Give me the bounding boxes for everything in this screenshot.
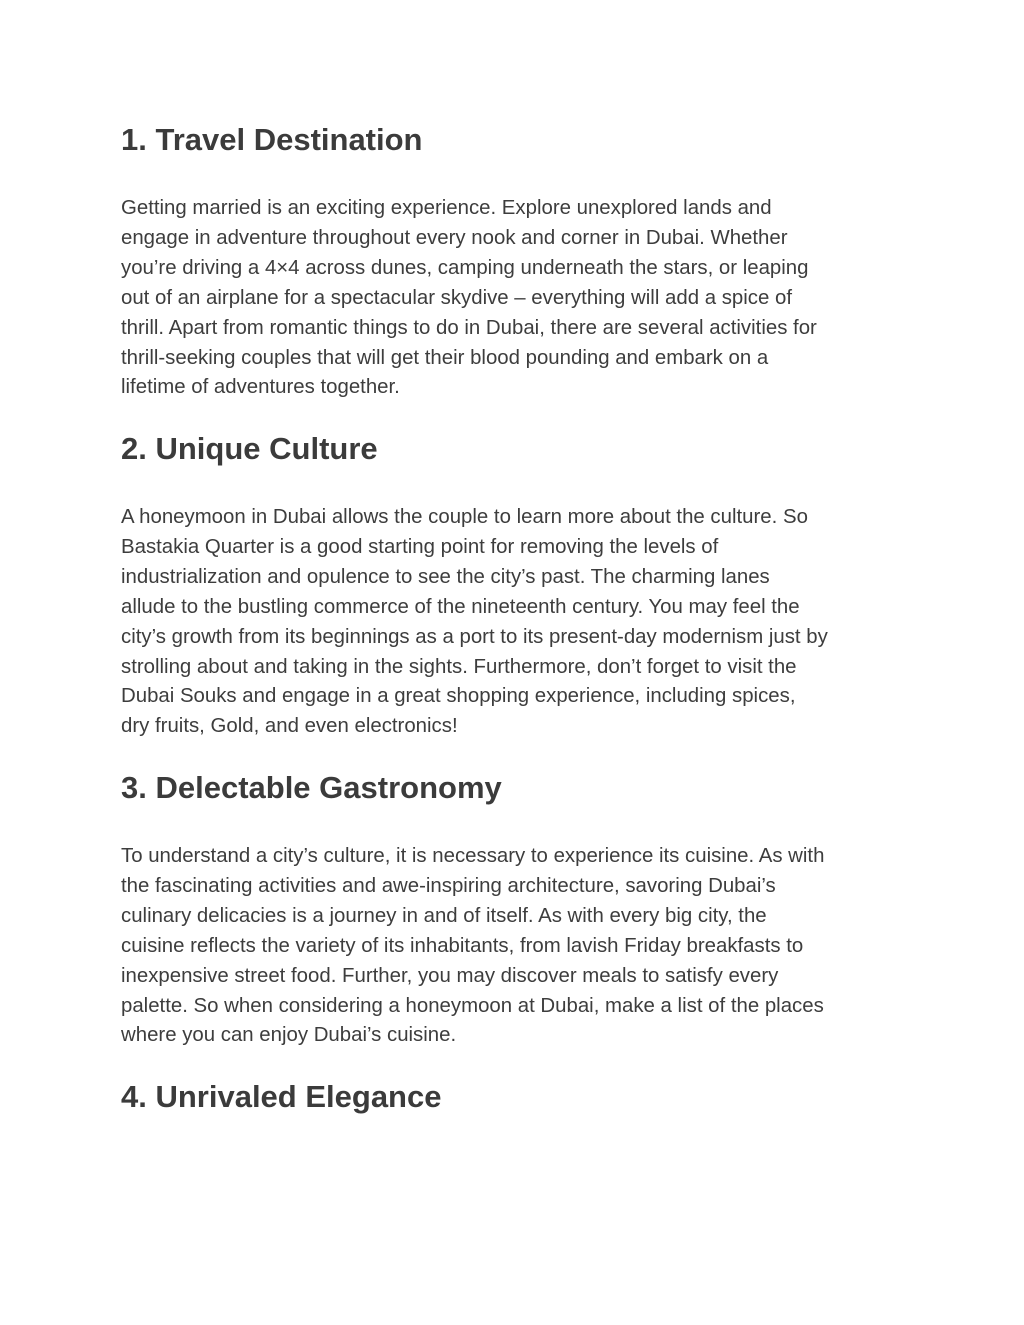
paragraph-line: palette. So when considering a honeymoon at Dubai, make a list of the places [121, 994, 824, 1017]
paragraph-line: the fascinating activities and awe-inspiring architecture, savoring Dubai’s [121, 874, 776, 897]
paragraph-line: Getting married is an exciting experience. Explore unexplored lands and [121, 197, 772, 219]
paragraph-line: thrill. Apart from romantic things to do in Dubai, there are several activities for [121, 316, 817, 339]
paragraph-line: lifetime of adventures together. [121, 376, 400, 399]
section-paragraph-travel-destination [121, 194, 921, 403]
paragraph-line: culinary delicacies is a journey in and of itself. As with every big city, the [121, 904, 767, 927]
paragraph-line: cuisine reflects the variety of its inhabitants, from lavish Friday breakfasts to [121, 934, 804, 957]
paragraph-line: industrialization and opulence to see the city’s past. The charming lanes [121, 565, 770, 588]
paragraph-line: thrill-seeking couples that will get their blood pounding and embark on a [121, 346, 769, 369]
paragraph-line: Dubai Souks and engage in a great shopping experience, including spices, [121, 685, 796, 708]
paragraph-line: dry fruits, Gold, and even electronics! [121, 715, 458, 738]
paragraph-line: out of an airplane for a spectacular skydive – everything will add a spice of [121, 286, 792, 309]
paragraph-line: A honeymoon in Dubai allows the couple to learn more about the culture. So [121, 506, 808, 528]
paragraph-line: strolling about and taking in the sights. Furthermore, don’t forget to visit the [121, 655, 797, 678]
section-heading-unrivaled-elegance: 4. Unrivaled Elegance [121, 1079, 442, 1114]
section-paragraph-delectable-gastronomy [121, 842, 921, 1051]
paragraph-line: engage in adventure throughout every nook and corner in Dubai. Whether [121, 226, 788, 249]
paragraph-line: you’re driving a 4×4 across dunes, camping underneath the stars, or leaping [121, 256, 809, 279]
paragraph-line: To understand a city’s culture, it is necessary to experience its cuisine. As with [121, 845, 825, 867]
section-heading-delectable-gastronomy: 3. Delectable Gastronomy [121, 770, 502, 805]
section-paragraph-unique-culture [121, 503, 921, 742]
section-heading-travel-destination: 1. Travel Destination [121, 122, 423, 157]
paragraph-line: Bastakia Quarter is a good starting point for removing the levels of [121, 535, 719, 558]
paragraph-line: inexpensive street food. Further, you may discover meals to satisfy every [121, 964, 779, 987]
paragraph-line: where you can enjoy Dubai’s cuisine. [121, 1024, 457, 1047]
paragraph-line: allude to the bustling commerce of the nineteenth century. You may feel the [121, 595, 800, 618]
paragraph-line: city’s growth from its beginnings as a port to its present-day modernism just by [121, 625, 828, 648]
section-heading-unique-culture: 2. Unique Culture [121, 431, 378, 466]
